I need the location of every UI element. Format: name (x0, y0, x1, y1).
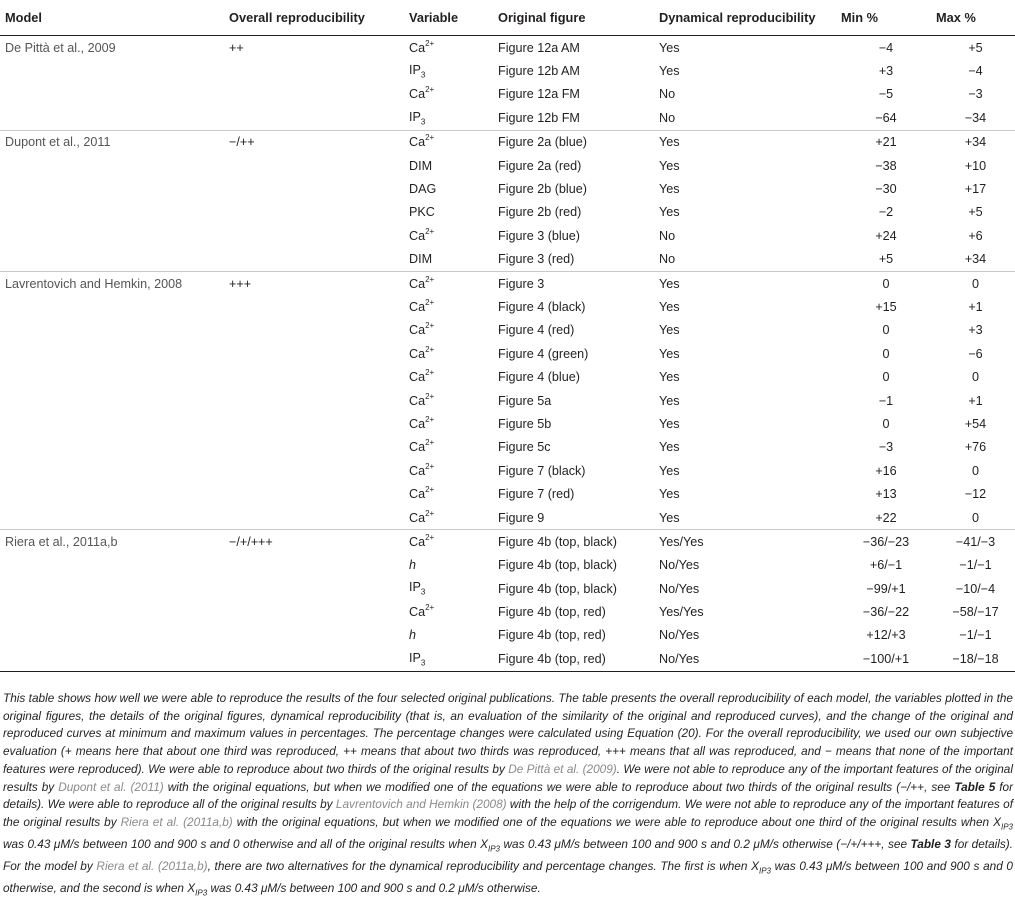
variable-cell: $IP_3$ (409, 109, 426, 127)
model-cell (0, 577, 224, 600)
max-cell: 0 (971, 510, 979, 525)
overall-cell (224, 248, 404, 272)
figure-cell: Figure 7 (black) (498, 463, 586, 478)
table-row (0, 319, 1015, 342)
figure-cell: Figure 2b (blue) (498, 182, 587, 197)
max-cell: +1 (968, 393, 983, 408)
max-cell: −34 (964, 110, 987, 125)
max-cell: +6 (968, 228, 983, 243)
table-row (0, 177, 1015, 200)
overall-cell (224, 342, 404, 365)
min-cell: +24 (875, 228, 897, 243)
min-cell: −30 (875, 182, 897, 197)
max-cell: +5 (968, 205, 983, 220)
figure-cell: Figure 4b (top, red) (498, 605, 606, 620)
max-cell: +34 (964, 252, 987, 267)
table-row (0, 201, 1015, 224)
figure-cell: Figure 4b (top, black) (498, 581, 617, 596)
variable-cell: $Ca^{2+}$ (409, 414, 435, 431)
variable-cell: $Ca^{2+}$ (409, 85, 435, 102)
min-cell: 0 (882, 416, 890, 431)
model-cell (0, 600, 224, 623)
min-cell: −36/−22 (862, 605, 910, 620)
overall-cell: ++ (229, 40, 244, 55)
dynamical-cell: No/Yes (659, 558, 700, 573)
model-cell (0, 342, 224, 365)
dynamical-cell: Yes (659, 510, 680, 525)
dynamical-cell: Yes (659, 487, 680, 502)
min-cell: −64 (875, 110, 897, 125)
overall-cell (224, 106, 404, 130)
dynamical-cell: No/Yes (654, 647, 836, 671)
table-row (0, 36, 1015, 60)
dynamical-cell: No/Yes (659, 628, 700, 643)
table-row (0, 412, 1015, 435)
model-cell (0, 83, 224, 106)
variable-cell: $IP_3$ (409, 62, 426, 80)
max-cell: −58/−17 (952, 605, 999, 620)
min-cell: −38 (875, 158, 897, 173)
min-cell: 0 (882, 346, 890, 361)
figure-cell: Figure 4 (black) (498, 299, 586, 314)
dynamical-cell: Yes (659, 440, 680, 455)
overall-cell: +++ (224, 271, 404, 295)
figure-cell: Figure 2b (red) (498, 205, 582, 220)
min-cell: −99/+1 (866, 581, 906, 596)
model-cell (0, 224, 224, 247)
min-cell: +13 (875, 487, 897, 502)
model-cell (0, 436, 224, 459)
overall-cell (224, 224, 404, 247)
figure-cell: Figure 4 (green) (498, 346, 589, 361)
table-row (0, 365, 1015, 388)
model-cell (0, 201, 224, 224)
min-cell: −5 (878, 87, 894, 102)
max-cell: +17 (964, 182, 987, 197)
variable-cell: $Ca^{2+}$ (409, 603, 435, 620)
max-cell: −18/−18 (931, 647, 1015, 671)
model-cell (0, 482, 224, 505)
variable-cell: PKC (409, 205, 435, 220)
max-cell: +76 (964, 440, 987, 455)
max-cell: +34 (931, 130, 1015, 154)
variable-cell: $Ca^{2+}$ (409, 344, 435, 361)
min-cell: +12/+3 (866, 628, 906, 643)
table-row (0, 600, 1015, 623)
figure-cell: Figure 9 (498, 510, 545, 525)
figure-cell: Figure 7 (red) (498, 487, 575, 502)
overall-cell (224, 319, 404, 342)
header-overall: Overall reproducibility (224, 0, 404, 36)
min-cell: +15 (875, 299, 897, 314)
dynamical-cell: Yes (659, 205, 680, 220)
max-cell: +5 (968, 40, 983, 55)
variable-cell: $Ca^{2+}$ (404, 271, 493, 295)
figure-cell: Figure 3 (493, 271, 654, 295)
table-row (0, 154, 1015, 177)
model-cell (0, 59, 224, 82)
min-cell: −2 (878, 205, 894, 220)
model-cell: Lavrentovich and Hemkin, 2008 (0, 271, 224, 295)
overall-cell (224, 412, 404, 435)
figure-cell: Figure 2a (blue) (493, 130, 654, 154)
model-cell: Riera et al., 2011a,b (0, 530, 224, 554)
min-cell: 0 (882, 370, 890, 385)
overall-cell (224, 624, 404, 647)
overall-cell (224, 436, 404, 459)
overall-cell (224, 482, 404, 505)
variable-cell: DAG (409, 182, 437, 197)
max-cell: −3 (968, 87, 983, 102)
max-cell: −12 (964, 487, 987, 502)
overall-cell (224, 459, 404, 482)
model-cell: De Pittà et al., 2009 (5, 40, 116, 55)
overall-cell (224, 154, 404, 177)
model-cell (0, 412, 224, 435)
overall-cell (224, 201, 404, 224)
table-row (0, 647, 1015, 671)
overall-cell (224, 365, 404, 388)
figure-cell: Figure 4b (top, red) (493, 647, 654, 671)
model-cell (0, 319, 224, 342)
figure-cell: Figure 5c (498, 440, 551, 455)
overall-cell (224, 59, 404, 82)
model-cell (0, 554, 224, 577)
max-cell: −1/−1 (959, 628, 992, 643)
table-row (0, 130, 1015, 154)
table-row (0, 506, 1015, 530)
header-dynamical: Dynamical reproducibility (654, 0, 836, 36)
table-row (0, 248, 1015, 272)
figure-cell: Figure 4b (top, black) (493, 530, 654, 554)
figure-cell: Figure 4b (top, red) (498, 628, 606, 643)
dynamical-cell: Yes (659, 182, 680, 197)
variable-cell: $Ca^{2+}$ (404, 130, 493, 154)
model-cell (0, 506, 224, 530)
overall-cell: −/++ (224, 130, 404, 154)
table-row (0, 482, 1015, 505)
figure-cell: Figure 4 (red) (498, 323, 575, 338)
model-cell (0, 154, 224, 177)
min-cell: −4 (878, 40, 894, 55)
dynamical-cell: No/Yes (659, 581, 700, 596)
dynamical-cell: Yes (659, 323, 680, 338)
variable-cell: $Ca^{2+}$ (409, 438, 435, 455)
variable-cell: $Ca^{2+}$ (409, 391, 435, 408)
dynamical-cell: Yes (659, 416, 680, 431)
table-row (0, 577, 1015, 600)
figure-cell: Figure 2a (red) (498, 158, 582, 173)
dynamical-cell: Yes/Yes (654, 530, 836, 554)
header-max: Max % (931, 0, 1015, 36)
figure-cell: Figure 3 (blue) (498, 228, 580, 243)
variable-cell: h (409, 628, 417, 643)
max-cell: 0 (971, 463, 979, 478)
min-cell: +21 (836, 130, 931, 154)
table-row (0, 389, 1015, 412)
figure-cell: Figure 5b (498, 416, 552, 431)
variable-cell: $Ca^{2+}$ (409, 38, 435, 55)
overall-cell (224, 506, 404, 530)
overall-cell (224, 389, 404, 412)
model-cell (0, 624, 224, 647)
min-cell: −1 (878, 393, 894, 408)
variable-cell: DIM (409, 252, 433, 267)
overall-cell (224, 295, 404, 318)
min-cell: −100/+1 (836, 647, 931, 671)
dynamical-cell: Yes (654, 271, 836, 295)
table-row (0, 436, 1015, 459)
figure-cell: Figure 3 (red) (498, 252, 575, 267)
variable-cell: h (409, 558, 417, 573)
table-row (0, 83, 1015, 106)
min-cell: 0 (882, 323, 890, 338)
table-row (0, 106, 1015, 130)
model-cell: Dupont et al., 2011 (0, 130, 224, 154)
max-cell: −6 (968, 346, 983, 361)
dynamical-cell: Yes (659, 158, 680, 173)
dynamical-cell: Yes (659, 64, 680, 79)
figure-cell: Figure 12b FM (498, 110, 580, 125)
variable-cell: $Ca^{2+}$ (409, 461, 435, 478)
dynamical-cell: No (659, 228, 676, 243)
dynamical-cell: No (659, 252, 676, 267)
table-body (0, 36, 1015, 672)
figure-cell: Figure 5a (498, 393, 552, 408)
variable-cell: $Ca^{2+}$ (409, 226, 435, 243)
max-cell: 0 (931, 271, 1015, 295)
dynamical-cell: Yes (659, 299, 680, 314)
min-cell: +3 (878, 64, 894, 79)
max-cell: +1 (968, 299, 983, 314)
max-cell: −1/−1 (959, 558, 992, 573)
max-cell: −41/−3 (931, 530, 1015, 554)
dynamical-cell: No (659, 87, 676, 102)
figure-cell: Figure 4 (blue) (498, 370, 580, 385)
min-cell: −3 (878, 440, 894, 455)
variable-cell: DIM (409, 158, 433, 173)
dynamical-cell: Yes (654, 130, 836, 154)
dynamical-cell: Yes (659, 463, 680, 478)
table-row (0, 624, 1015, 647)
model-cell (0, 295, 224, 318)
header-row (0, 0, 1015, 36)
table-row (0, 530, 1015, 554)
header-variable: Variable (404, 0, 493, 36)
variable-cell: $IP_3$ (409, 580, 426, 597)
figure-cell: Figure 12b AM (498, 64, 580, 79)
table-row (0, 459, 1015, 482)
min-cell: 0 (836, 271, 931, 295)
table-row (0, 271, 1015, 295)
max-cell: +54 (964, 416, 987, 431)
table-caption: This table shows how well we were able to reproduce the results of the four selected original publications. The table presents the overall reproducibility of each model, the variables plotted in the original figures, the details of the original figures, dynamical reproducibility (that is, an evaluation of the similarity of the original and reproduced curves), and the change of the original and reproduced curves at minimum and maximum values in percentages. The percentage changes were calculated using Equation (20). For the overall reproducibility, we used our own subjective evaluation (+ means here that about one third was reproduced, ++ means that about two thirds was reproduced, +++ means that all was reproduced, and − means that none of the important features were reproduced). We were able to reproduce about two thirds of the original results by De Pittà et al. (2009). We were not able to reproduce any of the important features of the original results by Dupont et al. (2011) with the original equations, but when we modified one of the equations we were able to reproduce about two thirds of the original results (−/++, see Table 5 for details). We were able to reproduce all of the original results by Lavrentovich and Hemkin (2008) with the help of the corrigendum. We were not able to reproduce any of the important features of the original results by Riera et al. (2011a,b) with the original equations, but when we modified one of the equations we were able to reproduce about one third of the original results when $X_{IP3}$ was 0.43 μM/s between 100 and 900 s and 0 otherwise and all of the original results when $X_{IP3}$ was 0.43 μM/s between 100 and 900 s and 0.2 μM/s otherwise (−/+/+++, see Table 3 for details). For the model by Riera et al. (2011a,b), there are two alternatives for the dynamical reproducibility and percentage changes. The first is when $X_{IP3}$ was 0.43 μM/s between 100 and 900 s and 0 otherwise, and the second is when $X_{IP3}$ was 0.43 μM/s between 100 and 900 s and 0.2 μM/s otherwise. (3, 691, 1014, 898)
min-cell: +6/−1 (869, 558, 903, 573)
max-cell: −10/−4 (955, 581, 996, 596)
dynamical-cell: Yes (659, 346, 680, 361)
table-row (0, 224, 1015, 247)
dynamical-cell: Yes (659, 40, 680, 55)
dynamical-cell: Yes (659, 393, 680, 408)
variable-cell: $Ca^{2+}$ (409, 368, 435, 385)
dynamical-cell: Yes (659, 370, 680, 385)
figure-cell: Figure 4b (top, black) (498, 558, 617, 573)
overall-cell: −/+/+++ (224, 530, 404, 554)
table-row (0, 554, 1015, 577)
dynamical-cell: No (659, 110, 676, 125)
min-cell: +16 (875, 463, 897, 478)
variable-cell: $IP_3$ (404, 647, 493, 671)
table-row (0, 295, 1015, 318)
model-cell (0, 106, 224, 130)
variable-cell: $Ca^{2+}$ (404, 530, 493, 554)
max-cell: +3 (968, 323, 983, 338)
overall-cell (224, 600, 404, 623)
overall-cell (224, 83, 404, 106)
min-cell: −36/−23 (836, 530, 931, 554)
figure-cell: Figure 12a FM (498, 87, 580, 102)
variable-cell: $Ca^{2+}$ (409, 485, 435, 502)
figure-cell: Figure 12a AM (498, 40, 580, 55)
overall-cell (224, 577, 404, 600)
variable-cell: $Ca^{2+}$ (409, 297, 435, 314)
variable-cell: $Ca^{2+}$ (409, 321, 435, 338)
min-cell: +22 (875, 510, 897, 525)
overall-cell (224, 647, 404, 671)
header-figure: Original figure (493, 0, 654, 36)
model-cell (0, 177, 224, 200)
max-cell: 0 (971, 370, 979, 385)
model-cell (0, 647, 224, 671)
header-model: Model (0, 0, 224, 36)
dynamical-cell: Yes/Yes (659, 605, 704, 620)
max-cell: −4 (968, 64, 983, 79)
variable-cell: $Ca^{2+}$ (409, 508, 435, 525)
model-cell (0, 248, 224, 272)
model-cell (0, 389, 224, 412)
header-min: Min % (836, 0, 931, 36)
model-cell (0, 365, 224, 388)
model-cell (0, 459, 224, 482)
overall-cell (224, 177, 404, 200)
min-cell: +5 (878, 252, 894, 267)
table-row (0, 342, 1015, 365)
overall-cell (224, 554, 404, 577)
table-row (0, 59, 1015, 82)
max-cell: +10 (964, 158, 987, 173)
